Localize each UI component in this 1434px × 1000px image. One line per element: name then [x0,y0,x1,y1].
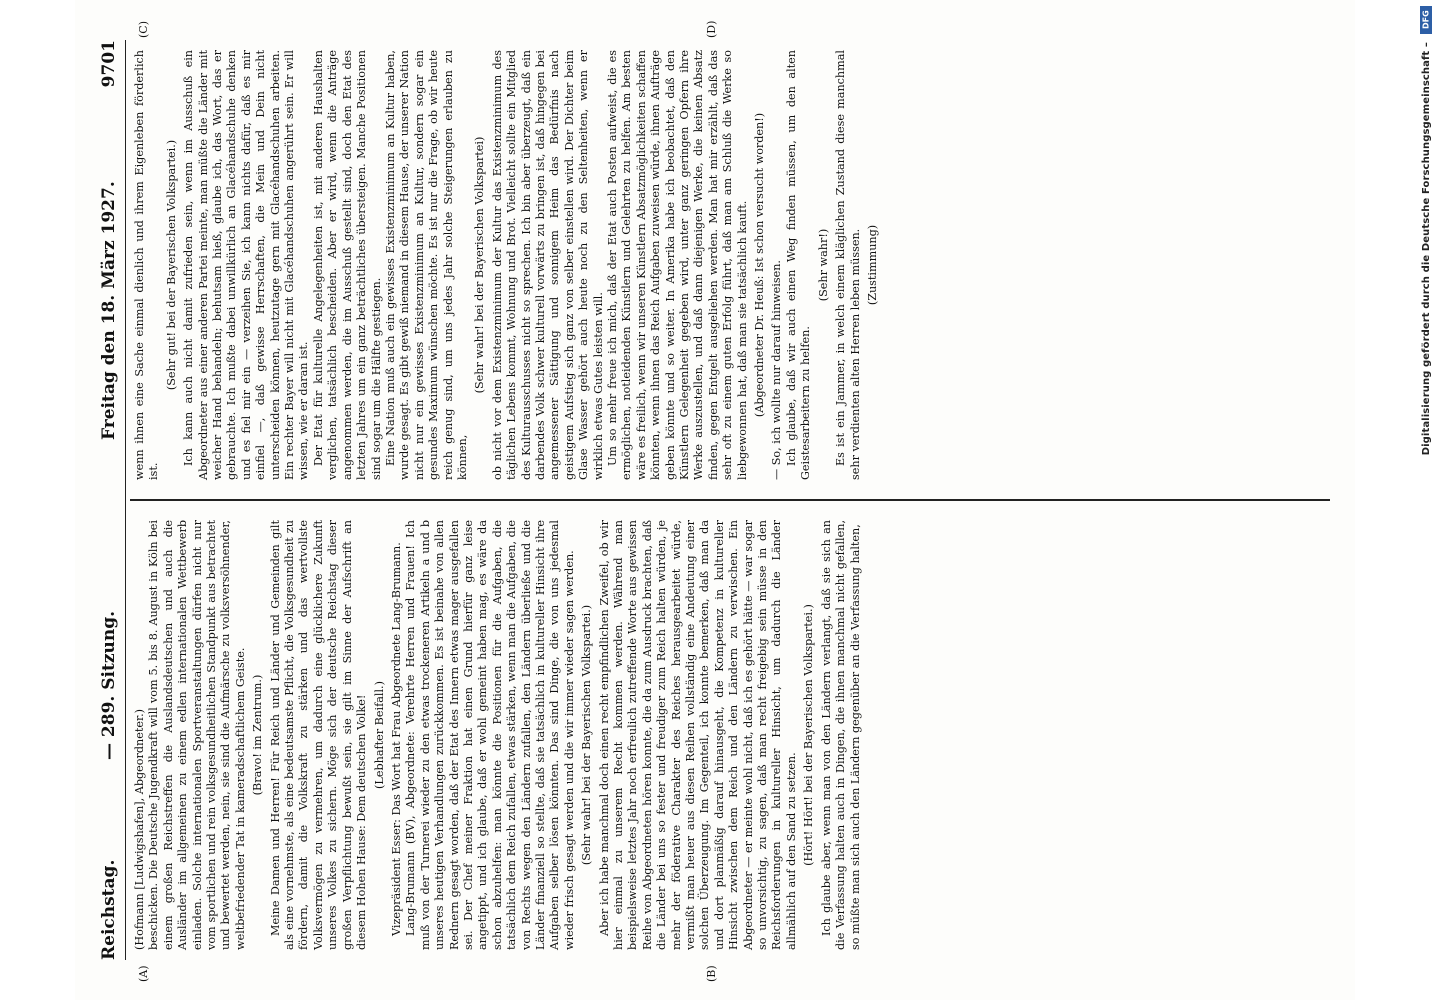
paragraph: ob nicht vor dem Existenzminimum der Kultur das Existenzminimum des täglichen Lebens kommt, Wohnung und Brot. Vielleicht sollte ein Mitglied des Kulturausschusses nicht so sprechen. Ich bin aber überzeugt, daß ein darbendes Volk schwer kulturell vorwärts zu bringen ist, daß hingegen bei angemessener Sättigung und sonnigem Heim das Bedürfnis nach geistigem Aufstieg sich ganz von selber einstellen wird. Der Dichter beim Glase Wasser gehört auch heute noch zu den Seltenheiten, wenn er wirklich etwas Gutes leisten will. [490,50,605,480]
paragraph: (Sehr wahr!) [816,228,830,302]
margin-mark-c: (C) [137,21,150,38]
column-rule [130,500,1330,502]
margin-mark-b: (B) [705,965,718,982]
digitization-note: Digitalisierung gefördert durch die Deutsche Forschungsgemeinschaft – [1421,42,1432,456]
paragraph: — So, ich wollte nur darauf hinweisen. [770,260,784,480]
paragraph: (Zustimmung) [865,224,879,306]
paragraph: (Abgeordneter Dr. Heuß: Ist schon versucht worden!) [753,112,767,418]
paragraph: Ich glaube, daß wir auch einen Weg finden müssen, um den alten Geistesarbeitern zu helfen. [784,50,813,480]
paragraph: (Bravo! im Zentrum.) [251,674,265,796]
paragraph: (Hört! Hört! bei der Bayerischen Volkspartei.) [802,604,816,866]
paragraph: (Hofmann [Ludwigshafen], Abgeordneter.) [133,708,146,950]
paragraph: beschicken. Die Deutsche Jugendkraft will vom 5. bis 8. August in Köln bei einem großen Reichstreffen die Auslandsdeutschen und auch die Ausländer im allgemeinen zu einem edlen internationalen Wettbewerb einladen. Solche internationalen Sportveranstaltungen dürfen nicht nur vom sportlichen und rein volksgesundheitlichen Standpunkt aus betrachtet und bewertet werden, nein, sie sind die Aufmärsche zu volksversöhnender, weltbefriedender Tat in kameradschaftlichem Geiste. [147,520,247,950]
dfg-logo: DFG [1420,6,1432,34]
rotated-document-page [75,0,1355,1000]
paragraph: (Lebhafter Beifall.) [372,681,386,789]
page-header [97,40,126,960]
paragraph: Der Etat für kulturelle Angelegenheiten ist, mit anderen Haushalten verglichen, tatsächlich bescheiden. Aber er wird, wenn die Anträge angenommen werden, die im Ausschuß gestellt sind, doch den Etat des letzten Jahres um ein ganz beträchtliches übersteigen. Manche Positionen sind sogar um die Hälfte gestiegen. [311,50,383,480]
paragraph: wenn ihnen eine Sache einmal dienlich und ihrem Eigenleben förderlich ist. [133,50,161,480]
paragraph: Ich kann auch nicht damit zufrieden sein, wenn im Ausschuß ein Abgeordneter aus einer anderen Partei meinte, man müßte die Länder mit weicher Hand behandeln; behutsam hieß, glaube ich, das Wort, das er gebrauchte. Ich mußte dabei unwillkürlich an Glacéhandschuhe denken und es fiel mir ein — verzeihen Sie, ich kann nichts dafür, daß es mir einfiel —, daß gewisse Herrschaften, die Mein und Dein nicht unterscheiden können, heutzutage gern mit Glacéhandschuhen arbeiten. Ein rechter Bayer will nicht mit Glacéhandschuhen angerührt sein. Er will wissen, wie er daran ist. [182,50,311,480]
left-column [133,520,863,950]
header-date: Freitag den 18. März 1927. [99,181,119,440]
paragraph: Aber ich habe manchmal doch einen recht empfindlichen Zweifel, ob wir hier einmal zu unserem Recht kommen werden. Während man beispielsweise letztes Jahr noch erfreulich zutreffende Worte aus gewissen Reihe von Abgeordneten hören konnte, die da zum Ausdruck brachten, daß die Länder bei uns so fester und freudiger zum Reich halten würden, je mehr der föderative Charakter des Reiches herausgearbeitet würde, vermißt man heuer aus diesen Reihen vollständig eine Andeutung einer solchen Überzeugung. Im Gegenteil, ich konnte bemerken, daß man da und dort planmäßig darauf hinausgeht, die Kompetenz in kultureller Hinsicht zwischen dem Reich und den Ländern zu verwischen. Ein Abgeordneter — er meinte wohl nicht, daß ich es gehört hätte — war sogar so unvorsichtig, zu sagen, daß man recht freigebig sein müsse in den Reichsforderungen in kultureller Hinsicht, um dadurch die Länder allmählich auf den Sand zu setzen. [597,520,798,950]
paragraph: Meine Damen und Herren! Für Reich und Länder und Gemeinden gilt als eine vornehmste, als eine bedeutsamste Pflicht, die Volksgesundheit zu fördern, damit die Volkskraft zu stärken und das wertvollste Volksvermögen zu vermehren, um dadurch eine glücklichere Zukunft unseres Volkes zu sichern. Möge sich der deutsche Reichstag dieser großen Verpflichtung bewußt sein, sie gilt im Sinne der Aufschrift an diesem Hohen Hause: Dem deutschen Volke! [268,520,369,950]
paragraph: Lang-Brumann (BV), Abgeordnete: Verehrte Herren und Frauen! Ich muß von der Turnerei wieder zu den etwas trockeneren Artikeln a und b unseres heutigen Verhandlungen zurückkommen. Es ist beinahe von allen Rednern gesagt worden, daß der Etat des Innern etwas mager ausgefallen sei. Der Chef meiner Fraktion hat einen Grund hierfür ganz leise angetippt, und ich glaube, daß er wohl gemeint haben mag, es wäre da schon abzuhelfen: man könnte die Positionen für die Aufgaben, die tatsächlich dem Reich zufallen, etwas stärken, wenn man die Aufgaben, die von Rechts wegen den Ländern zufallen, den Ländern überließe und die Länder finanziell so stellte, daß sie tatsächlich in kultureller Hinsicht ihre Aufgaben selber lösen könnten. Das sind Dinge, die von uns jedesmal wieder frisch gesagt werden und die wir immer wieder sagen werden. [404,520,576,950]
margin-mark-a: (A) [137,965,150,982]
paragraph: Es ist ein Jammer, in welch einem kläglichen Zustand diese manchmal sehr verdienten alten Herren leben müssen. [834,50,862,480]
margin-mark-d: (D) [705,20,718,38]
paragraph: (Sehr wahr! bei der Bayerischen Volkspartei.) [580,604,594,866]
page-number: 9701 [99,40,119,88]
paragraph: Um so mehr freue ich mich, daß der Etat auch Posten aufweist, die es ermöglichen, notleidenden Künstlern und Gelehrten zu helfen. Am besten wäre es freilich, wenn wir unseren Künstlern Absatzmöglichkeiten schaffen könnten, wenn ihnen das Reich Aufgaben zuweisen würde, ihnen Aufträge geben könnte und so weiter. In Amerika habe ich beobachtet, daß den Künstlern Gelegenheit gegeben wird, unter ganz geringen Opfern ihre Werke auszustellen, und daß dann diejenigen Werke, die keinen Absatz finden, gegen Entgelt ausgeliehen werden. Man hat mir erzählt, daß das sehr oft zu einem guten Erfolg führt, daß man am Schluß die Werke so liebgewonnen hat, daß man sie tatsächlich kauft. [606,50,749,480]
paragraph: Vizepräsident Esser: Das Wort hat Frau Abgeordnete Lang-Brumann. [389,542,403,936]
paragraph: (Sehr wahr! bei der Bayerischen Volkspartei) [473,136,487,394]
header-session: — 289. Sitzung. [99,610,119,760]
header-left: Reichstag. [99,859,119,960]
right-column [133,50,883,480]
paragraph: Ich glaube aber, wenn man von den Ländern verlangt, daß sie sich an die Verfassung halten auch in Dingen, die ihnen manchmal nicht gefallen, so müßte man sich auch den Ländern gegenüber an die Verfassung halten, [819,520,862,950]
paragraph: Eine Nation muß auch ein gewisses Existenzminimum an Kultur haben, wurde gesagt. Es gibt gewiß niemand in diesem Hause, der unserer Nation nicht nur ein gewisses Existenzminimum an Kultur, sondern sogar ein gesundes Maximum wünschen möchte. Es ist nur die Frage, ob wir heute reich genug sind, um uns jedes Jahr solche Steigerungen erlauben zu können, [383,50,469,480]
paragraph: (Sehr gut! bei der Bayerischen Volkspartei.) [164,139,178,391]
